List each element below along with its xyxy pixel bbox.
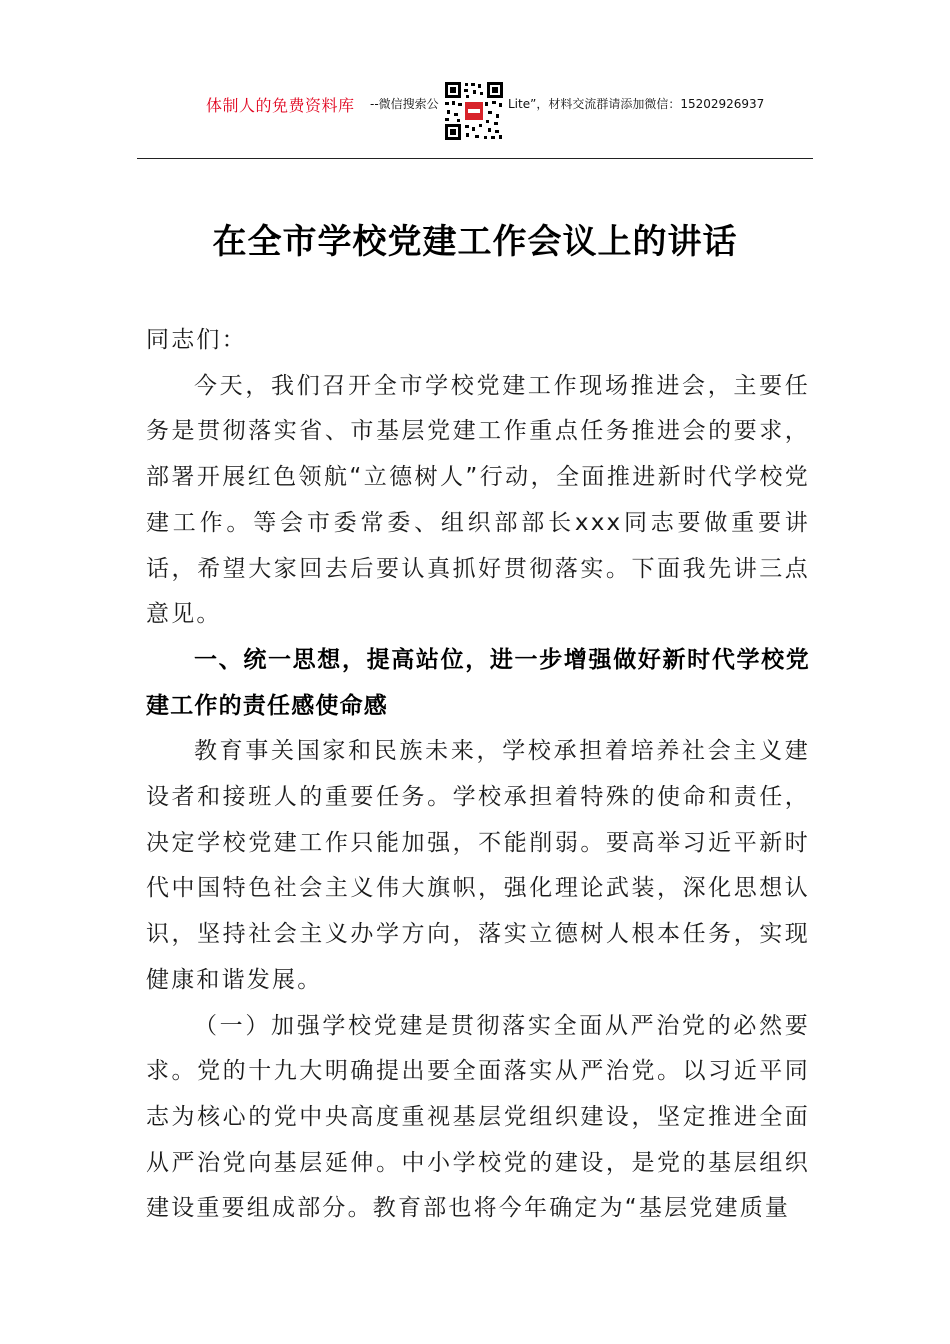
qr-code-icon [443, 80, 505, 142]
header-divider [137, 158, 813, 159]
search-hint-right: Lite”，材料交流群请添加微信：15202926937 [508, 97, 765, 111]
watermark-header [0, 78, 950, 148]
paragraph-subsection-1: （一）加强学校党建是贯彻落实全面从严治党的必然要求。党的十九大明确提出要全面落实从严治党。以习近平同志为核心的党中央高度重视基层党组织建设，坚定推进全面从严治党向基层延伸。中小学校党的建设，是党的基层组织建设重要组成部分。教育部也将今年确定为“基层党建质量 [146, 1012, 810, 1222]
paragraph-education: 教育事关国家和民族未来，学校承担着培养社会主义建设者和接班人的重要任务。学校承担着特殊的使命和责任，决定学校党建工作只能加强，不能削弱。要高举习近平新时代中国特色社会主义伟大旗帜，强化理论武装，深化思想认识，坚持社会主义办学方向，落实立德树人根本任务，实现健康和谐发展。 [146, 738, 810, 993]
section-heading-1: 一、统一思想，提高站位，进一步增强做好新时代学校党建工作的责任感使命感 [146, 646, 810, 719]
paragraph-intro: 今天，我们召开全市学校党建工作现场推进会，主要任务是贯彻落实省、市基层党建工作重点任务推进会的要求，部署开展红色领航“立德树人”行动，全面推进新时代学校党建工作。等会市委常委、组织部部长xxx同志要做重要讲话，希望大家回去后要认真抓好贯彻落实。下面我先讲三点意见。 [146, 372, 810, 628]
brand-label: 体制人的免费资料库 [206, 96, 355, 115]
document-body [146, 318, 810, 1232]
document-title: 在全市学校党建工作会议上的讲话 [212, 222, 738, 262]
salutation: 同志们： [146, 327, 247, 353]
search-hint-left: --微信搜索公 [370, 97, 439, 111]
